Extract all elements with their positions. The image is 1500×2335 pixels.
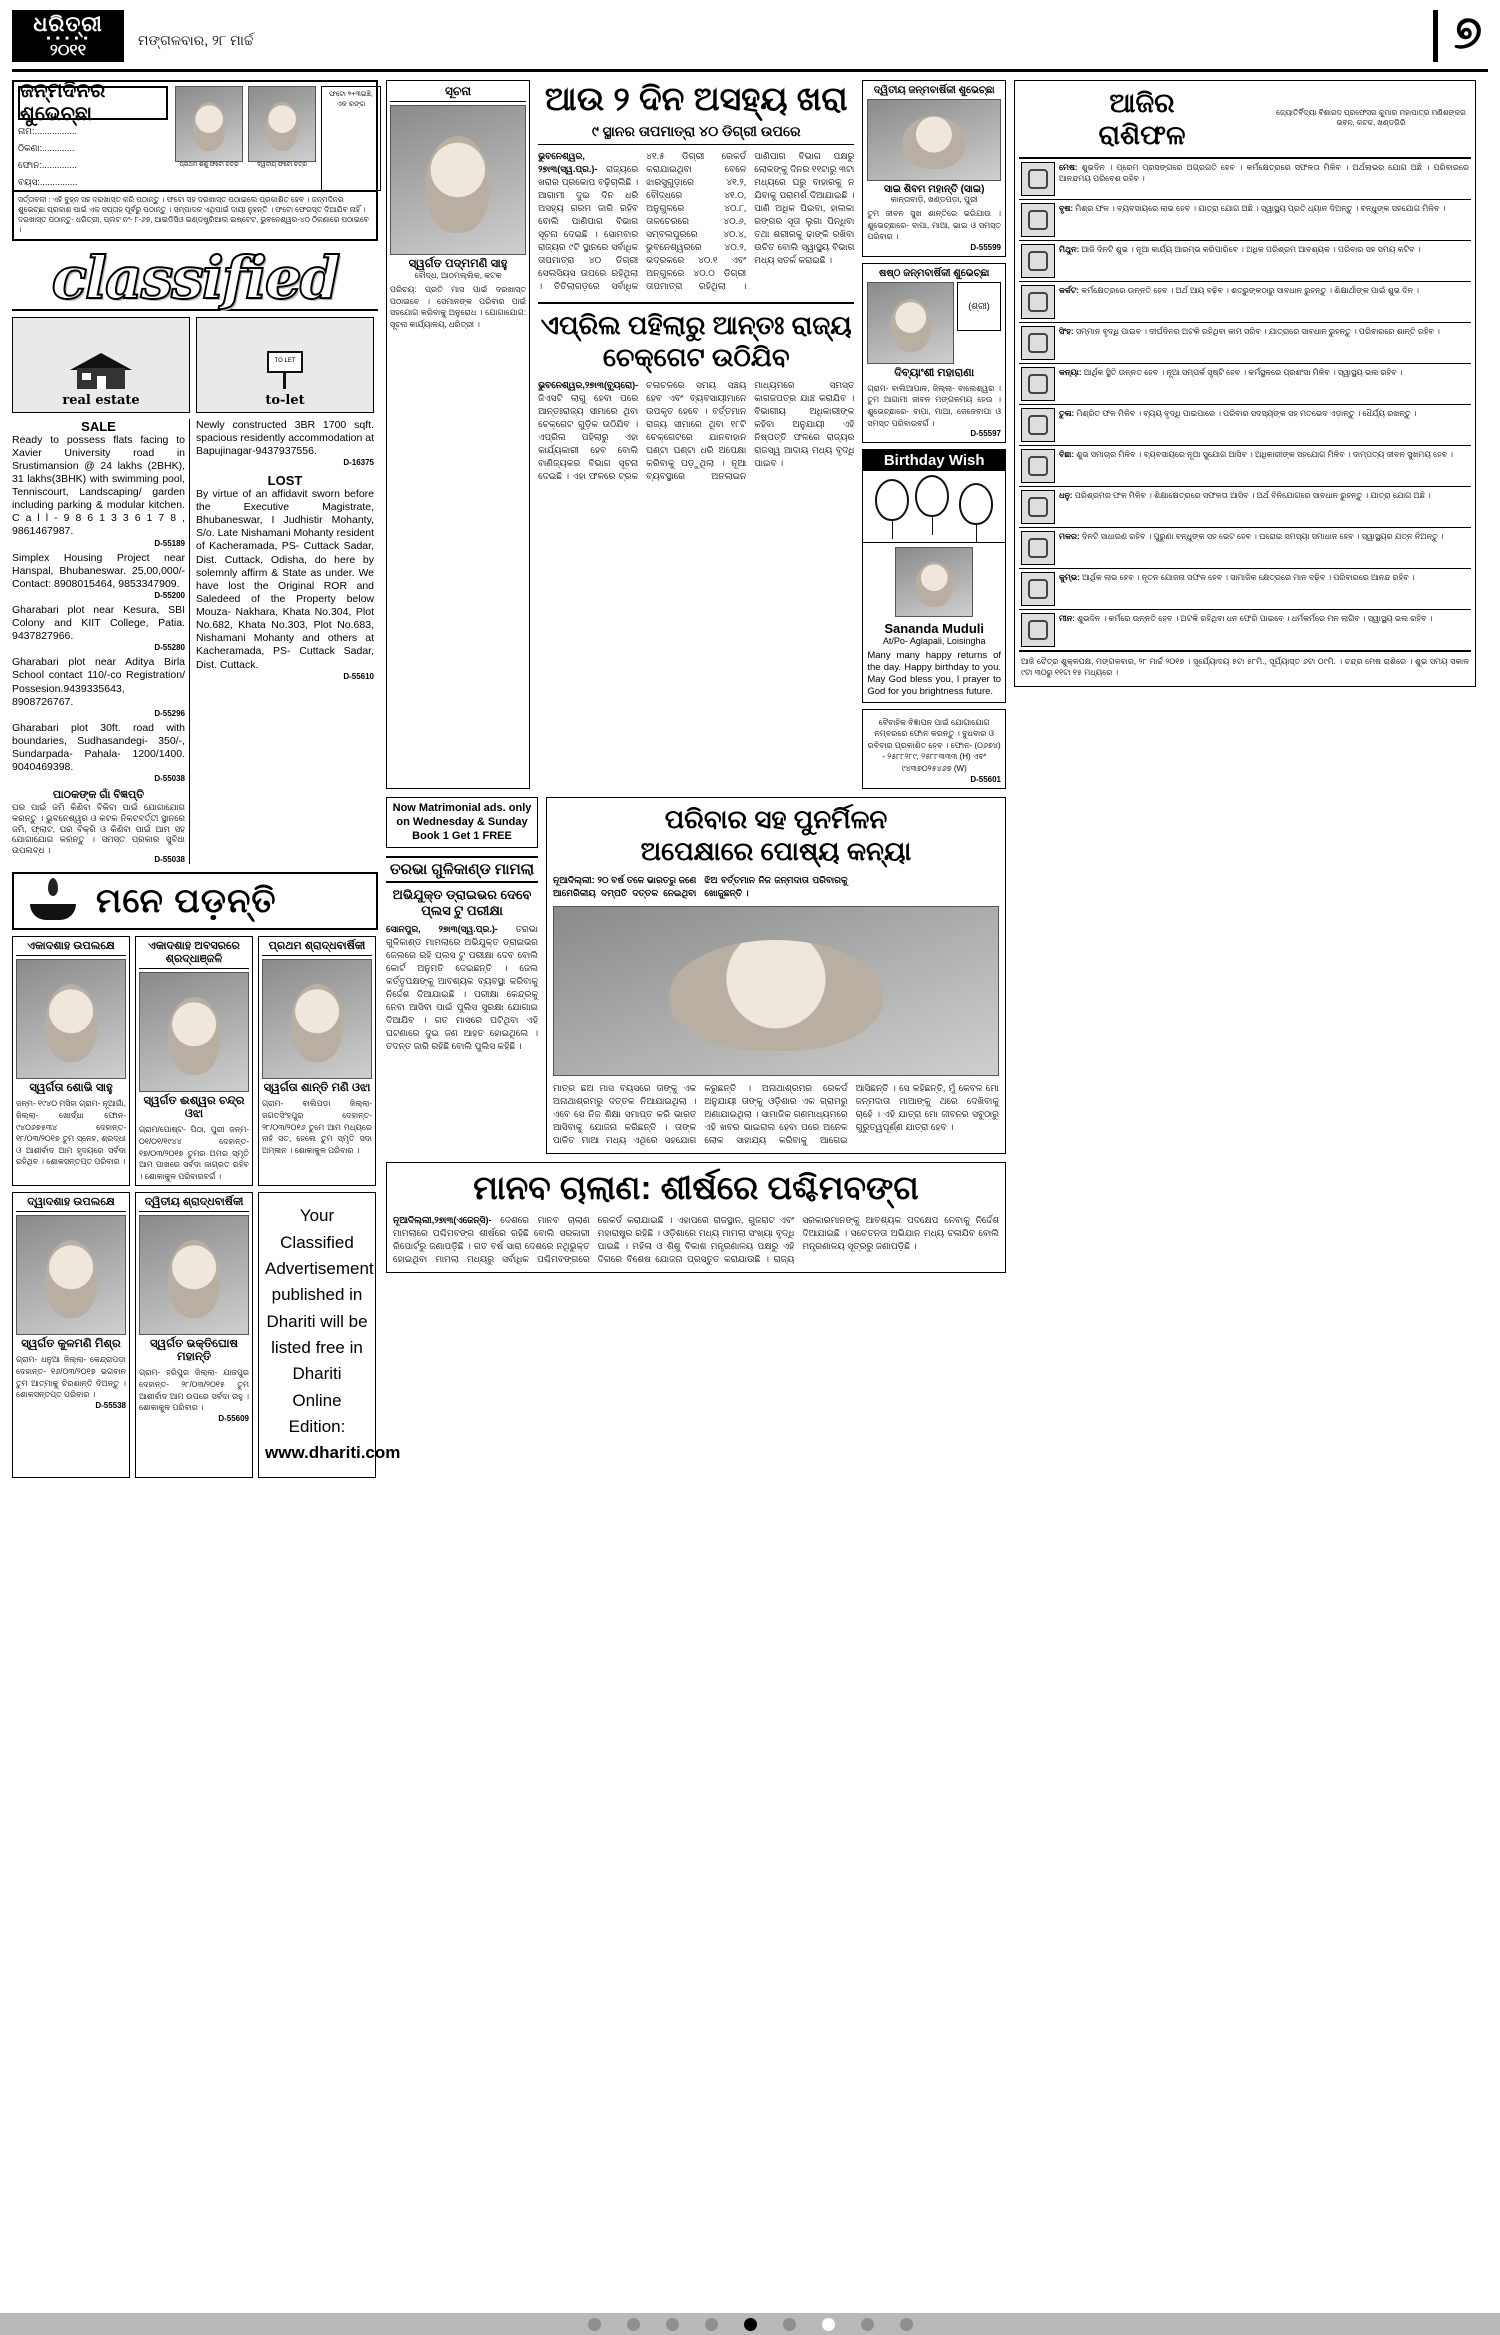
horoscope-item-text bbox=[1059, 490, 1431, 524]
exam-dateline: ସୋନପୁର, ୨୭ା୩(ସ୍ୱ.ପ୍ର.)- bbox=[386, 923, 498, 934]
reunion-lead bbox=[553, 874, 999, 900]
horoscope-item-scorpio bbox=[1019, 446, 1471, 487]
horoscope-item-virgo bbox=[1019, 364, 1471, 405]
birthday-greeting-2-name: ଦିବ୍ୟାଂଶୀ ମହାରାଣା bbox=[894, 366, 975, 379]
real-estate-label: real estate bbox=[62, 392, 140, 408]
house-ad-line-4: published in bbox=[271, 1285, 363, 1305]
sale-ad-ref: D-55189 bbox=[154, 538, 185, 548]
classified-ad-ref-1: D-55200 bbox=[154, 590, 185, 600]
coupon-field-phone: ଫୋନ:.............. bbox=[18, 160, 77, 171]
lost-ad-text: By virtue of an affidavit sworn before the Executive Magistrate, Bhubaneswar, I Judhistir Mohanty, S/o. Late Nishamani Mohanty resident of Kacheramada, PS- Cuttack Sadar, Dist. Cuttack, Odisha, do here by solemnly affirm & State as under. We have lost the Original ROR and Saledeed of the Property below Mouza- Nakhara, Khata No.304, Plot No.682, Khata No.303, Plot No.683, Nishamani Mohanty and others at Kacheramada, PS- Cuttack Sadar, Dist. Cuttack. bbox=[196, 487, 375, 671]
classified-ad-text-3: Gharabari plot near Aditya Birla School contact 110/-co Registration/ Possesion.9439335643, 8908726767. bbox=[12, 656, 185, 708]
matrimonial-contact-ref: D-55601 bbox=[970, 774, 1001, 784]
weather-dateline: ଭୁବନେଶ୍ୱର, ୨୭ା୩(ସ୍ୱ.ପ୍ର.)- bbox=[538, 151, 598, 175]
coupon-terms: ସର୍ତ୍ତାବଳୀ : ଏହି ବୁହ୍ନ ସହ ଦରଖାସ୍ତ କରି ପଠାନ୍ତୁ । ଫଟୋ ସହ ଦରଖାସ୍ତ ପଠାଇଲେ ପ୍ରକାଶିତ ହେବ । ଜନ୍ମଦିନର ଶୁଭେଚ୍ଛା ପ୍ରକାଶ ପାଇଁ ଏକ ସପ୍ତାହ ପୂର୍ବରୁ ପଠାନ୍ତୁ । ସମ୍ପାଦକ ଏଥିପାଇଁ ଦାୟୀ ନୁହନ୍ତି । ଫଟୋ ଫେରସ୍ତ ଦିଆଯିବ ନାହିଁ । ଦରଖାସ୍ତ ପଠାନ୍ତୁ- ଧରିତ୍ରୀ, ପ୍ଲଟ ନଂ- ୮-୬୭, ଆଇଡିସିଓ ଇଣ୍ଡଷ୍ଟ୍ରିଆଲ ଇଷ୍ଟେଟ, ଭୁବନେଶ୍ୱର-୪୦ ଠିକଣାରେ ପଠାଇବେ । bbox=[12, 192, 378, 241]
balloon-icon bbox=[915, 475, 949, 517]
horoscope-item-gemini bbox=[1019, 241, 1471, 282]
to-let-sign-icon bbox=[257, 351, 313, 389]
memory-card-photo bbox=[16, 1215, 126, 1335]
birthday-wish-photo bbox=[895, 547, 973, 617]
to-let-label: to-let bbox=[265, 392, 305, 408]
horoscope-sign-text: ଆର୍ଥିକ ଲାଭ ହେବ । ନୂତନ ଯୋଜନା ସଫଳ ହେବ । ସାମାଜିକ କ୍ଷେତ୍ରରେ ମାନ ବଢ଼ିବ । ପରିବାରରେ ଆନନ୍ଦ ରହିବ । bbox=[1082, 572, 1415, 582]
to-let-ad-text: Newly constructed 3BR 1700 sqft. spacious residently accommodation at Bapujinagar-9437937556. bbox=[196, 418, 375, 457]
classified-text-columns bbox=[12, 419, 378, 865]
tollgate-body bbox=[538, 379, 854, 483]
memory-cards-row-1 bbox=[12, 936, 378, 1186]
english-birthday-wish bbox=[862, 449, 1006, 703]
classified-ad-text-4: Gharabari plot 30ft. road with boundaries, Sudhasandegi- 350/-, Sundarpada- Pahala- 1200/1400. 9040469398. bbox=[12, 721, 185, 774]
horoscope-sign-name: ମେଷ: bbox=[1059, 162, 1078, 172]
exam-kicker: ତରଭା ଗୁଳିକାଣ୍ଡ ମାମଲା bbox=[386, 856, 538, 883]
horoscope-sign-text: ମିଶ୍ରିତ ଫଳ ମିଳିବ । ବ୍ୟୟ ବୃଦ୍ଧି ପାଇପାରେ । ପରିବାର ସଦସ୍ୟଙ୍କ ସହ ମତଭେଦ ଏଡ଼ାନ୍ତୁ । ଧୈର୍ଯ୍ୟ ରଖନ୍ତୁ । bbox=[1076, 408, 1417, 418]
to-let-sign-text: TO LET bbox=[267, 351, 303, 373]
zodiac-sagittarius-icon bbox=[1021, 490, 1055, 524]
house-ad-line-1: Your bbox=[299, 1206, 335, 1226]
trafficking-body-text: ଦେଶରେ ମାନବ ଚାଲାଣ ମାମଲାରେ ପଶ୍ଚିମବଙ୍ଗ ଶୀର୍ଷରେ ରହିଛି ବୋଲି ସରକାରୀ ରିପୋର୍ଟରୁ ଜଣାପଡ଼ିଛି । ଗତ ବର୍ଷ ସାରା ଦେଶରେ ନଥିଭୁକ୍ତ ହୋଇଥିବା ମାମଲା ମଧ୍ୟରୁ ସର୍ବାଧିକ ପଶ୍ଚିମବଙ୍ଗରେ ରେକର୍ଡ କରାଯାଇଛି । ଏହାପରେ ରାଜସ୍ଥାନ, ଗୁଜରାଟ ଏବଂ ମହାରାଷ୍ଟ୍ର ରହିଛି । ଓଡ଼ିଶାରେ ମଧ୍ୟ ମାମଲା ସଂଖ୍ୟା ବୃଦ୍ଧି ପାଇଛି । ମହିଳା ଓ ଶିଶୁ ବିକାଶ ମନ୍ତ୍ରଣାଳୟ ପକ୍ଷରୁ ଏହି ଦିଗରେ ବିଶେଷ ଯୋଜନା ପ୍ରସ୍ତୁତ କରାଯାଉଛି । ରାଜ୍ୟ ସରକାରମାନଙ୍କୁ ଆବଶ୍ୟକ ପଦକ୍ଷେପ ନେବାକୁ ନିର୍ଦ୍ଦେଶ ଦିଆଯାଇଛି । ସଚେତନତା ଅଭିଯାନ ମଧ୍ୟ ଚଳାଯିବ ବୋଲି ମନ୍ତ୍ରଣାଳୟ ସୂତ୍ରରୁ ଜଣାପଡ଼ିଛି । bbox=[393, 1214, 999, 1265]
horoscope-sign-name: ତୁଳା: bbox=[1059, 408, 1075, 418]
registration-dot bbox=[588, 2318, 601, 2331]
balloon-icon bbox=[875, 479, 909, 521]
obituary-place: ବୌଦ୍ଧ, ଆଠମଲ୍ଲିକ, କଟକ bbox=[414, 271, 502, 280]
registration-dot bbox=[666, 2318, 679, 2331]
obituary-notice-head: ସୂଚନା bbox=[390, 84, 526, 102]
birthday-coupon bbox=[12, 80, 378, 192]
sale-heading: SALE bbox=[81, 418, 116, 434]
logo-dots: ■ ■ ■ ■ ■ bbox=[46, 35, 90, 42]
horoscope-sign-text: ଦିନଟି ସାଧାରଣ ରହିବ । ପୁରୁଣା ବନ୍ଧୁଙ୍କ ସହ ଭେଟ ହେବ । ଘରୋଇ ସମସ୍ୟା ସମାଧାନ ହେବ । ସ୍ୱାସ୍ଥ୍ୟର ଯତ୍ନ ନିଅନ୍ତୁ । bbox=[1081, 531, 1444, 541]
coupon-photo-1-caption: ପ୍ରଥମ ଶିଶୁ ଫଟୋ ଚିତ୍ର bbox=[179, 162, 239, 168]
diya-lamp-icon bbox=[22, 878, 86, 924]
logo-top-text: ଧରିତ୍ରୀ bbox=[33, 12, 103, 36]
birthday-wish-column bbox=[862, 80, 1006, 789]
zodiac-aquarius-icon bbox=[1021, 572, 1055, 606]
horoscope-item-capricorn bbox=[1019, 528, 1471, 569]
balloons-decoration bbox=[863, 471, 1005, 543]
memory-card-name: ସ୍ୱର୍ଗତା ଶୋଭି ସାହୁ bbox=[29, 1082, 113, 1095]
classified-ad-ref-3: D-55296 bbox=[154, 708, 185, 718]
birthday-greeting-1-address: କାନ୍ତାବାଡ଼ି, ଖଣ୍ଡପଡ଼ା, ପୁରୀ bbox=[890, 195, 978, 204]
birthday-greeting-1-body: ତୁମ ଜୀବନ ସୁଖ ଶାନ୍ତିରେ ଭରିଯାଉ । ଶୁଭେଚ୍ଛାରେ- ବାପା, ମାଆ, ଭାଇ ଓ ସମସ୍ତ ପରିବାର । bbox=[867, 209, 1001, 242]
zodiac-leo-icon bbox=[1021, 326, 1055, 360]
memory-card-name: ସ୍ୱର୍ଗତ କୁଳମଣି ମିଶ୍ର bbox=[21, 1338, 121, 1351]
horoscope-sign-name: ମୀନ: bbox=[1059, 613, 1075, 623]
masthead-date: ମଙ୍ଗଳବାର, ୨୮ ମାର୍ଚ୍ଚ bbox=[138, 32, 254, 48]
memory-card-body: ଗ୍ରାମ- ବାଲିପଡ଼ା ଜିଲ୍ଲା- ଜଗତସିଂହପୁର ଦେହାନ୍ତ- ୨୮/୦୩/୨୦୧୬ ତୁମେ ଆମ ମଧ୍ୟରେ ନାହଁ ସତ, ହେଲେ ତୁମ ସ୍ମୃତି ସଦା ଅମ୍ଳାନ । ଶୋକାକୁଳ ପରିବାର । bbox=[262, 1099, 372, 1155]
zodiac-capricorn-icon bbox=[1021, 531, 1055, 565]
horoscope-title-line-2: ରାଶିଫଳ bbox=[1098, 120, 1186, 151]
odia-ad-text: ଘର ପାଇଁ ଜମି କିଣିବା ବିକିବା ପାଇଁ ଯୋଗାଯୋଗ କରନ୍ତୁ । ଭୁବନେଶ୍ୱର ଓ କଟକ ନିକଟବର୍ତ୍ତୀ ସ୍ଥାନରେ ଜମି, ଫ୍ଲାଟ, ଘର ବିକ୍ରି ଓ କିଣିବା ପାଇଁ ଆମ ସହ ଯୋଗାଯୋଗ କରନ୍ତୁ । ସମସ୍ତ ପ୍ରକାର ସୁବିଧା ଉପଲବ୍ଧ । bbox=[12, 802, 185, 855]
exam-body-text: ତରଭା ଗୁଳିକାଣ୍ଡ ମାମଲାରେ ଅଭିଯୁକ୍ତ ଡ୍ରାଇଭର ଜେଲରେ ରହି ପ୍ଲସ ଟୁ ପରୀକ୍ଷା ଦେବ ବୋଲି କୋର୍ଟ ଅନୁମତି ଦେଇଛନ୍ତି । ଜେଲ କର୍ତ୍ତୃପକ୍ଷଙ୍କୁ ଆବଶ୍ୟକ ବ୍ୟବସ୍ଥା କରିବାକୁ ନିର୍ଦ୍ଦେଶ ଦିଆଯାଇଛି । ପରୀକ୍ଷା କେନ୍ଦ୍ରକୁ ନେବା ଆସିବା ପାଇଁ ପୁଲିସ ସୁରକ୍ଷା ଯୋଗାଇ ଦିଆଯିବ । ଗତ ମାସରେ ଘଟିଥିବା ଏହି ଘଟଣାରେ ଦୁଇ ଜଣ ଆହତ ହୋଇଥିଲେ । ତଦନ୍ତ ଜାରି ରହିଛି ବୋଲି ପୁଲିସ କହିଛି । bbox=[386, 923, 538, 1051]
coupon-photo-1 bbox=[175, 86, 243, 162]
sale-ad-text: Ready to possess flats facing to Xavier University road in Srustimansion @ 24 lakhs (2BHK), 31 lakhs(3BHK) with swimming pool, Tenniscourt, Landscaping/ garden including parking & modular kitchen. C a l l - 9 8 6 1 3 3 6 1 7 8 , 9861467987. bbox=[12, 433, 185, 538]
tollgate-headline: ଏପ୍ରିଲ ପହିଲାରୁ ଆନ୍ତଃ ରାଜ୍ୟ ଚେକ୍‌ଗେଟ ଉଠିଯିବ bbox=[538, 302, 854, 374]
horoscope-item-text bbox=[1059, 367, 1402, 401]
horoscope-sign-name: ବୃଷ: bbox=[1059, 203, 1074, 213]
obituary-notice bbox=[386, 80, 530, 789]
registration-dot bbox=[705, 2318, 718, 2331]
zodiac-scorpio-icon bbox=[1021, 449, 1055, 483]
coupon-field-age: ବୟସ:............... bbox=[18, 177, 78, 188]
horoscope-sign-text: ଶୁଭଦିନ । ପ୍ରେମ ପ୍ରସଙ୍ଗରେ ଅଗ୍ରଗତି ହେବ । କର୍ମକ୍ଷେତ୍ରରେ ସଫଳତା ମିଳିବ । ଅର୍ଥଲାଭର ଯୋଗ ଅଛି । ପରିବାରରେ ଆନନ୍ଦମୟ ପରିବେଶ ରହିବ । bbox=[1059, 162, 1469, 183]
memory-card-body: ଗ୍ରାମ/ପୋଷ୍ଟ- ପିଠା, ପୁରୀ ଜନ୍ମ- ୦୧/୦୧/୧୯୪୪ ଦେହାନ୍ତ- ୧୭/୦୩/୨୦୧୭ ତୁମର ଅମର ସ୍ମୃତି ଆମ ପାଖରେ ସର୍ବଦା ଜାଗ୍ରତ ରହିବ । ଶୋକାକୁଳ ପରିବାରବର୍ଗ । bbox=[139, 1125, 249, 1181]
balloon-icon bbox=[959, 483, 993, 525]
memory-card-head: ଦ୍ୱାଦଶାହ ଉପଲକ୍ଷେ bbox=[16, 1196, 126, 1212]
to-let-ad-ref: D-16375 bbox=[343, 457, 374, 467]
horoscope-item-text bbox=[1059, 408, 1416, 442]
memory-card-head: ଦ୍ୱିତୀୟ ଶ୍ରାଦ୍ଧବାର୍ଷିକୀ bbox=[139, 1196, 249, 1212]
birthday-greeting-2-body: ଗ୍ରାମ- ବାଲିଆପାଳ, ଜିଲ୍ଲା- ବାଲେଶ୍ୱର । ତୁମ ଆଗାମୀ ଜୀବନ ମଙ୍ଗଳମୟ ହେଉ । ଶୁଭେଚ୍ଛାରେ- ବାପା, ମାଆ, ଜେଜେବାପା ଓ ସମସ୍ତ ପରିବାରବର୍ଗ । bbox=[867, 383, 1001, 428]
registration-dot bbox=[822, 2318, 835, 2331]
memory-card bbox=[135, 1192, 253, 1477]
horoscope-footnote: ଆଜି ଚୈତ୍ର ଶୁକ୍ଳପକ୍ଷ, ମଙ୍ଗଳବାର, ୨୮ ମାର୍ଚ୍ଚ ୨୦୧୭ । ସୂର୍ଯ୍ୟୋଦୟ ୫ଟା ୫୮ମି., ସୂର୍ଯ୍ୟାସ୍ତ ୬ଟା ୦୯ମି. । ଚନ୍ଦ୍ର ମେଷ ରାଶିରେ । ଶୁଭ ସମୟ ସକାଳ ୯ଟା ୩୦ରୁ ୧୧ଟା ୧୫ ମଧ୍ୟରେ । bbox=[1021, 656, 1469, 677]
birthday-greeting-1-photo bbox=[867, 99, 1001, 181]
obituary-name: ସ୍ୱର୍ଗତ ପଦ୍ମମଣି ସାହୁ bbox=[408, 258, 508, 270]
memory-card-head: ଏକାଦଶାହ ଉପଲକ୍ଷେ bbox=[16, 940, 126, 956]
birthday-greeting-1-head: ଦ୍ୱିତୀୟ ଜନ୍ମବାର୍ଷିକୀ ଶୁଭେଚ୍ଛା bbox=[873, 85, 995, 96]
column-middle bbox=[386, 80, 1006, 1478]
reunion-story bbox=[546, 797, 1006, 1154]
birthday-greeting-2-ref: D-55597 bbox=[970, 429, 1001, 439]
birthday-greeting-1 bbox=[862, 80, 1006, 257]
registration-dot bbox=[627, 2318, 640, 2331]
reunion-headline-line-1: ପରିବାର ସହ ପୁନର୍ମିଳନ bbox=[664, 803, 888, 834]
house-ad-url[interactable]: www.dhariti.com bbox=[265, 1443, 401, 1463]
exam-headline: ଅଭିଯୁକ୍ତ ଡ୍ରାଇଭର ଦେବେ ପ୍ଲସ ଟୁ ପରୀକ୍ଷା bbox=[392, 886, 532, 918]
memory-card-photo bbox=[139, 972, 249, 1092]
horoscope-item-text bbox=[1059, 449, 1453, 483]
odia-ad-ref: D-55038 bbox=[154, 855, 185, 865]
coupon-photo-2 bbox=[248, 86, 316, 162]
memory-card bbox=[12, 936, 130, 1186]
horoscope-item-libra bbox=[1019, 405, 1471, 446]
birthday-greeting-2 bbox=[862, 263, 1006, 443]
horoscope-sign-name: କର୍କଟ: bbox=[1059, 285, 1080, 295]
matrimonial-note bbox=[386, 797, 538, 848]
memory-card-body: ଜନ୍ମ- ୧୯୪୦ ମସିହା ଗ୍ରାମ- ନୂଆଗାଁ, ଜିଲ୍ଲା- ଖୋର୍ଦ୍ଧା ଫୋନ- ୯୪୦୬୭୫୩୪ ଦେହାନ୍ତ- ୧୮/୦୩/୨୦୧୭ ତୁମ ସ୍ନେହ, ଶ୍ରଦ୍ଧା ଓ ଆଶୀର୍ବାଦ ଆମ ହୃଦୟରେ ସର୍ବଦା ରହିଥିବ । ଶୋକସନ୍ତପ୍ତ ପରିବାର । bbox=[16, 1099, 126, 1167]
zodiac-gemini-icon bbox=[1021, 244, 1055, 278]
horoscope-sign-name: କନ୍ୟା: bbox=[1059, 367, 1082, 377]
birthday-greeting-2-head: ଷଷ୍ଠ ଜନ୍ମବାର୍ଷିକୀ ଶୁଭେଚ୍ଛା bbox=[878, 267, 990, 279]
reunion-headline-line-2: ଅପେକ୍ଷାରେ ପୋଷ୍ୟ କନ୍ୟା bbox=[640, 835, 912, 866]
horoscope-sign-name: ମକର: bbox=[1059, 531, 1080, 541]
matrimonial-contact-box bbox=[862, 709, 1006, 789]
house-ad-line-2: Classified bbox=[280, 1232, 354, 1252]
tollgate-dateline: ଭୁବନେଶ୍ୱର,୨୭ା୩(ବ୍ୟୁରୋ)- bbox=[538, 379, 639, 390]
horoscope-item-cancer bbox=[1019, 282, 1471, 323]
publication-logo bbox=[12, 10, 124, 62]
birthday-coupon-title: ଜନ୍ମଦିନର ଶୁଭେଚ୍ଛା bbox=[18, 86, 168, 120]
registration-dot bbox=[744, 2318, 757, 2331]
horoscope-sign-name: ବିଛା: bbox=[1059, 449, 1075, 459]
zodiac-aries-icon bbox=[1021, 162, 1055, 196]
trafficking-headline: ମାନବ ଚାଲାଣ: ଶୀର୍ଷରେ ପଶ୍ଚିମବଙ୍ଗ bbox=[473, 1168, 919, 1206]
classified-illustrations bbox=[12, 317, 378, 413]
classified-wordmark: classified bbox=[12, 245, 378, 311]
obituary-body: ପରିଚୟ: ପ୍ରତି ମାସ ପାଇଁ ଦରଖାସ୍ତ ପଠାଇବେ । ସେମାନଙ୍କ ପରିବାର ପାଇଁ ସହଯୋଗ କରିବାକୁ ଅନୁରୋଧ । ଯୋଗାଯୋଗ: ସୂଚନା କାର୍ଯ୍ୟାଳୟ, ଧରିତ୍ରୀ । bbox=[390, 285, 527, 329]
house-ad-line-5: Dhariti will be bbox=[266, 1311, 368, 1331]
horoscope-item-aquarius bbox=[1019, 569, 1471, 610]
weather-story bbox=[538, 80, 854, 789]
column-right bbox=[1014, 80, 1476, 1478]
house-ad-line-7: Dhariti bbox=[292, 1364, 342, 1384]
column-left bbox=[12, 80, 401, 1478]
birthday-wish-text: Many many happy returns of the day. Happy birthday to you. May God bless you, I prayer to God for you brightness future. bbox=[867, 650, 1001, 697]
horoscope-sign-name: କୁମ୍ଭ: bbox=[1059, 572, 1080, 582]
birthday-greeting-2-photo bbox=[867, 282, 954, 364]
weather-body bbox=[538, 150, 854, 294]
horoscope-item-text bbox=[1059, 162, 1469, 196]
print-registration-bar bbox=[0, 2313, 1500, 2335]
memory-card-head: ପ୍ରଥମ ଶ୍ରାଦ୍ଧବାର୍ଷିକୀ bbox=[262, 940, 372, 956]
memory-cards-row-2 bbox=[12, 1192, 401, 1477]
horoscope-item-pisces bbox=[1019, 610, 1471, 652]
birthday-greeting-2-badge: (ଶ୍ରୀ) bbox=[957, 282, 1001, 331]
exam-story bbox=[386, 797, 538, 1154]
memory-card-ref: D-55609 bbox=[218, 1413, 249, 1423]
birthday-wish-address: At/Po- Aglapali, Loisingha bbox=[882, 636, 986, 647]
masthead-rule bbox=[1433, 10, 1438, 62]
memory-card bbox=[12, 1192, 130, 1477]
matrimonial-offer-text: Book 1 Get 1 FREE bbox=[412, 830, 512, 843]
registration-dot bbox=[900, 2318, 913, 2331]
registration-dot bbox=[861, 2318, 874, 2331]
weather-headline: ଆଉ ୨ ଦିନ ଅସହ୍ୟ ଖରା bbox=[544, 80, 848, 117]
horoscope-item-text bbox=[1059, 326, 1440, 360]
classified-ad-ref-4: D-55038 bbox=[154, 774, 185, 784]
reunion-photo bbox=[553, 906, 999, 1076]
horoscope-item-text bbox=[1059, 203, 1445, 237]
to-let-illustration bbox=[196, 317, 374, 413]
memory-card bbox=[258, 936, 376, 1186]
horoscope-sign-text: ସମ୍ମାନ ବୃଦ୍ଧି ପାଇବ । ଦୀର୍ଘଦିନର ଅଟକି ରହିଥିବା କାମ ସରିବ । ଯାତ୍ରାରେ ସାବଧାନ ରୁହନ୍ତୁ । ପରିବାରରେ ଶାନ୍ତି ରହିବ । bbox=[1075, 326, 1440, 336]
coupon-fee-box: ଫଟୋ ୨+୩ଇଞ୍ଚି, ଏକ ରଙ୍ଗ bbox=[321, 86, 381, 191]
reunion-body: ମାତ୍ର ଛଅ ମାସ ବୟସରେ ତାଙ୍କୁ ଏକ ଅନାଥାଶ୍ରମରୁ ଦତ୍ତକ ନିଆଯାଇଥିଲା । ଏବେ ସେ ନିଜ ଶିକ୍ଷା ସମାପ୍ତ କରି ଭାରତ ଆସିବାକୁ ଯୋଜନା କରିଛନ୍ତି । ତାଙ୍କ ପାଳିତ ମାଆ ମଧ୍ୟ ଏଥିରେ ସହଯୋଗ କରୁଛନ୍ତି । ଅନାଥାଶ୍ରମର ରେକର୍ଡ ଅନୁଯାୟୀ ତାଙ୍କୁ ଓଡ଼ିଶାର ଏକ ଗ୍ରାମରୁ ଅଣାଯାଇଥିଲା । ସାମାଜିକ ଗଣମାଧ୍ୟମରେ ଏହି ଖବର ଭାଇରାଲ ହେବା ପରେ ଅନେକ ଲୋକ ସାହାଯ୍ୟ କରିବାକୁ ଆଗେଇ ଆସିଛନ୍ତି । ସେ କହିଛନ୍ତି, ମୁଁ କେବଳ ମୋ ଜନ୍ମଦାତା ମାଆଙ୍କୁ ଥରେ ଦେଖିବାକୁ ଚାହେଁ । ଏହି ଯାତ୍ରା ମୋ ଜୀବନର ସବୁଠାରୁ ଗୁରୁତ୍ୱପୂର୍ଣ୍ଣ ଯାତ୍ରା ହେବ । bbox=[553, 1082, 999, 1145]
trafficking-story bbox=[386, 1162, 1006, 1273]
masthead bbox=[12, 6, 1488, 72]
horoscope-item-leo bbox=[1019, 323, 1471, 364]
horoscope-item-text bbox=[1059, 285, 1419, 319]
memory-banner bbox=[12, 872, 378, 930]
birthday-greeting-1-name: ସାଇ ଶିବମ ମହାନ୍ତି (ସାଇ) bbox=[883, 184, 985, 195]
memory-card-ref: D-55538 bbox=[95, 1400, 126, 1410]
horoscope-item-taurus bbox=[1019, 200, 1471, 241]
classified-ad-text-1: Simplex Housing Project near Hanspal, Bhubaneswar. 25,00,000/- Contact: 8908015464, 9853347909. bbox=[12, 551, 185, 590]
registration-dot bbox=[783, 2318, 796, 2331]
memory-banner-title: ମନେ ପଡ଼ନ୍ତି bbox=[96, 881, 277, 920]
logo-year: ୨୦୧୧ bbox=[49, 41, 87, 59]
memory-card-photo bbox=[139, 1215, 249, 1335]
birthday-greeting-1-ref: D-55599 bbox=[970, 242, 1001, 252]
horoscope-title-line-1: ଆଜିର bbox=[1109, 88, 1175, 118]
house-ad-line-8: Online Edition: bbox=[288, 1390, 346, 1437]
horoscope-item-text bbox=[1059, 572, 1415, 606]
horoscope-list bbox=[1019, 159, 1471, 652]
house-icon bbox=[70, 353, 132, 389]
memory-card-body: ଗ୍ରାମ- ଧନୁଆ ଜିଲ୍ଲା- କେନ୍ଦ୍ରାପଡ଼ା ଦେହାନ୍ତ- ୧୬/୦୩/୨୦୧୭ ଭଗବାନ ତୁମ ଆତ୍ମାକୁ ଚିରଶାନ୍ତି ଦିଅନ୍ତୁ । ଶୋକସନ୍ତପ୍ତ ପରିବାର । bbox=[16, 1355, 126, 1400]
horoscope-sign-text: କର୍ମକ୍ଷେତ୍ରରେ ଉନ୍ନତି ହେବ । ଅର୍ଥ ଆୟ ବଢ଼ିବ । ଶତ୍ରୁଙ୍କଠାରୁ ସାବଧାନ ରୁହନ୍ତୁ । ଶିକ୍ଷାର୍ଥୀଙ୍କ ପାଇଁ ଶୁଭ ଦିନ । bbox=[1081, 285, 1419, 295]
zodiac-libra-icon bbox=[1021, 408, 1055, 442]
horoscope-item-text bbox=[1059, 613, 1432, 647]
page-columns bbox=[12, 80, 1488, 1478]
horoscope-credit: ଜ୍ୟୋତିର୍ବିଦ୍ୟା ବିଶାରଦ ପ୍ରଫେସର କୁମାର ମହାପାତ୍ର ମଣିଶଙ୍କର ଭବନ, କଟକ, ଖଣ୍ଡଗିରି bbox=[1276, 108, 1466, 127]
memory-card bbox=[135, 936, 253, 1186]
horoscope-item-aries bbox=[1019, 159, 1471, 200]
matrimonial-contact-text: ବୈବାହିକ ବିଜ୍ଞାପନ ପାଇଁ ଯୋଗାଯୋଗ ନମ୍ବରରେ ଫୋନ କରନ୍ତୁ । ବୁଧବାର ଓ ରବିବାର ପ୍ରକାଶିତ ହେବ । ଫୋନ- (୦୬୭୪) - ୨୫୮୮୨୮୯, ୨୫୮୮୩୩୩ (H) ଏବଂ ୯୪୩୭୦୨୫୪୬୭ (W) bbox=[867, 717, 1001, 774]
horoscope-sign-text: ମିଶ୍ର ଫଳ । ବ୍ୟବସାୟରେ ଲାଭ ହେବ । ଯାତ୍ରା ଯୋଗ ଅଛି । ସ୍ୱାସ୍ଥ୍ୟ ପ୍ରତି ଧ୍ୟାନ ଦିଅନ୍ତୁ । ବନ୍ଧୁଙ୍କ ସହଯୋଗ ମିଳିବ । bbox=[1075, 203, 1446, 213]
house-ad-line-6: listed free in bbox=[271, 1338, 363, 1358]
weather-subhead: ୯ ସ୍ଥାନର ତାପମାତ୍ରା ୪୦ ଡିଗ୍ରୀ ଉପରେ bbox=[538, 123, 854, 145]
horoscope-item-text bbox=[1059, 244, 1420, 278]
horoscope-sign-text: ପରିଶ୍ରମର ଫଳ ମିଳିବ । ଶିକ୍ଷାକ୍ଷେତ୍ରରେ ସଫଳତା ଆସିବ । ଅର୍ଥ ବିନିଯୋଗରେ ସାବଧାନ ରୁହନ୍ତୁ । ଯାତ୍ରା ଯୋଗ ଅଛି । bbox=[1074, 490, 1431, 500]
memory-card-body: ଗ୍ରାମ- ହରିପୁର ଜିଲ୍ଲା- ଯାଜପୁର ଦେହାନ୍ତ- ୨୮/୦୩/୨୦୧୫ ତୁମ ଆଶୀର୍ବାଦ ଆମ ଉପରେ ସର୍ବଦା ରହୁ । ଶୋକାକୁଳ ପରିବାର । bbox=[139, 1368, 249, 1413]
horoscope-sign-text: ଆର୍ଥିକ ସ୍ଥିତି ଉନ୍ନତ ହେବ । ନୂଆ ସମ୍ପର୍କ ସୃଷ୍ଟି ହେବ । କର୍ମସ୍ଥଳରେ ପ୍ରଶଂସା ମିଳିବ । ସ୍ୱାସ୍ଥ୍ୟ ଭଲ ରହିବ । bbox=[1083, 367, 1403, 377]
house-ad-classified-online bbox=[258, 1192, 401, 1477]
horoscope-sign-text: ଆଜି ଦିନଟି ଶୁଭ । ନୂଆ କାର୍ଯ୍ୟ ଆରମ୍ଭ କରିପାରିବେ । ଅଧିକ ପରିଶ୍ରମ ଆବଶ୍ୟକ । ପରିବାର ସହ ସମୟ କଟିବ । bbox=[1081, 244, 1421, 254]
coupon-field-address: ଠିକଣା:............. bbox=[18, 143, 75, 154]
horoscope-sign-name: ଧନୁ: bbox=[1059, 490, 1073, 500]
lost-heading: LOST bbox=[267, 472, 303, 488]
page-number: ୭ bbox=[1453, 6, 1482, 58]
horoscope-item-text bbox=[1059, 531, 1444, 565]
birthday-wish-name: Sananda Muduli bbox=[884, 621, 985, 637]
lost-ad-ref: D-55610 bbox=[343, 671, 374, 681]
zodiac-pisces-icon bbox=[1021, 613, 1055, 647]
horoscope-sign-text: ଶୁଭଦିନ । କର୍ମରେ ଉନ୍ନତି ହେବ । ଅଟକି ରହିଥିବା ଧନ ଫେରି ପାଇବେ । ଧର୍ମକର୍ମରେ ମନ ଲାଗିବ । ସ୍ୱାସ୍ଥ୍ୟ ଭଲ ରହିବ । bbox=[1077, 613, 1433, 623]
trafficking-dateline: ନୂଆଦିଲ୍ଲୀ,୨୭ା୩(ଏଜେନ୍ସି)- bbox=[393, 1214, 492, 1225]
memory-card-name: ସ୍ୱର୍ଗତ ଈଶ୍ୱର ଚନ୍ଦ୍ର ଓଝା bbox=[143, 1095, 245, 1121]
coupon-field-name: ନାମ:................. bbox=[18, 126, 77, 136]
trafficking-body bbox=[393, 1214, 999, 1266]
horoscope-sign-name: ସିଂହ: bbox=[1059, 326, 1074, 336]
weather-body-text: ରାଜ୍ୟରେ ଖରାର ପ୍ରକୋପ ବଢ଼ିଚାଲିଛି । ଆଗାମୀ ଦୁଇ ଦିନ ଧରି ଅସହ୍ୟ ଗରମ ଜାରି ରହିବ ବୋଲି ପାଣିପାଗ ବିଭାଗ ସୂଚନା ଦେଇଛି । ସୋମବାର ରାଜ୍ୟର ୯ଟି ସ୍ଥାନରେ ସର୍ବାଧିକ ତାପମାତ୍ରା ୪୦ ଡିଗ୍ରୀ ସେଲସିୟସ ଉପରେ ରହିଥିଲା । ତିତିଲାଗଡ଼ରେ ସର୍ବାଧିକ ୪୧.୫ ଡିଗ୍ରୀ ରେକର୍ଡ କରାଯାଇଥିବା ବେଳେ ଝାରସୁଗୁଡ଼ାରେ ୪୧.୨, ବୌଦ୍ଧରେ ୪୧.୦, ଅନୁଗୁଳରେ ୪୦.୮, ତାଳଚେରରେ ୪୦.୬, ସମ୍ବଲପୁରରେ ୪୦.୪, ଭୁବନେଶ୍ୱରରେ ୪୦.୨, ଭଦ୍ରକରେ ୪୦.୧ ଏବଂ ଅନ୍ଗୁଳରେ ୪୦.୦ ଡିଗ୍ରୀ ତାପମାତ୍ରା ରହିଥିଲା । ପାଣିପାଗ ବିଭାଗ ପକ୍ଷରୁ ଲୋକଙ୍କୁ ଦିନର ୧୧ଟାରୁ ୩ଟା ମଧ୍ୟରେ ଘରୁ ବାହାରକୁ ନ ଯିବାକୁ ପରାମର୍ଶ ଦିଆଯାଇଛି । ପାଣି ଅଧିକ ପିଇବା, ହାଲକା ରଙ୍ଗର ସୂତା ଲୁଗା ପିନ୍ଧିବା ତଥା ଶରୀରକୁ ଢାଙ୍କି ରଖିବା ଉଚିତ ବୋଲି ସ୍ୱାସ୍ଥ୍ୟ ବିଭାଗ ମଧ୍ୟ ସତର୍କ କରାଇଛି । bbox=[538, 151, 855, 292]
classified-ad-ref-2: D-55280 bbox=[154, 643, 185, 653]
matrimonial-note-text: Now Matrimonial ads. only on Wednesday & Sunday bbox=[392, 801, 532, 828]
zodiac-cancer-icon bbox=[1021, 285, 1055, 319]
reunion-dateline: ନୂଆଦିଲ୍ଲୀ: ୨୦ ବର୍ଷ ତଳେ ଭାରତରୁ ଜଣେ ଆମେରିକୀୟ ଦମ୍ପତି ଦତ୍ତକ ନେଇଥିବା ଝିଅ ବର୍ତ୍ତମାନ ନିଜ ଜନ୍ମଦାତା ପରିବାରକୁ ଖୋଜୁଛନ୍ତି । bbox=[553, 874, 848, 898]
classified-ad-text-2: Gharabari plot near Kesura, SBI Colony and KIIT College, Patia. 9437827966. bbox=[12, 603, 185, 643]
birthday-wish-head: Birthday Wish bbox=[863, 450, 1005, 471]
obituary-photo bbox=[390, 105, 526, 255]
memory-card-photo bbox=[16, 959, 126, 1079]
house-ad-line-3: Advertisement bbox=[265, 1259, 374, 1279]
zodiac-taurus-icon bbox=[1021, 203, 1055, 237]
tollgate-body-text: ଜିଏସଟି ଲାଗୁ ହେବା ପରେ ଆନ୍ତଃରାଜ୍ୟ ସୀମାରେ ଥିବା ଚେକ୍‌ଗେଟ ଗୁଡ଼ିକ ଉଠିଯିବ । ଏପ୍ରିଲ ପହିଲାରୁ ଏହା କାର୍ଯ୍ୟକାରୀ ହେବ ବୋଲି ବାଣିଜ୍ୟକର ବିଭାଗ ସୂଚନା ଦେଇଛି । ଏହା ଫଳରେ ଟ୍ରକ ଚଳାଚଳରେ ସମୟ ସଞ୍ଚୟ ହେବ ଏବଂ ବ୍ୟବସାୟୀମାନେ ଉପକୃତ ହେବେ । ବର୍ତ୍ତମାନ ରାଜ୍ୟ ସୀମାରେ ଥିବା ୧୮ଟି ଚେକ୍‌ଗେଟରେ ଯାନବାହାନ ଘଣ୍ଟା ଘଣ୍ଟା ଧରି ଅପେକ୍ଷା କରିବାକୁ ପଡ଼ୁଥିଲା । ନୂଆ ବ୍ୟବସ୍ଥାରେ ଅନଲାଇନ ମାଧ୍ୟମରେ ସମସ୍ତ କାଗଜପତ୍ର ଯାଞ୍ଚ କରାଯିବ । ବିଭାଗୀୟ ଅଧିକାରୀଙ୍କ କହିବା ଅନୁଯାୟୀ ଏହି ନିଷ୍ପତ୍ତି ଫଳରେ ରାଜ୍ୟର ରାଜସ୍ୱ ଆଦାୟ ମଧ୍ୟ ବୃଦ୍ଧି ପାଇବ । bbox=[538, 379, 855, 481]
memory-card-photo bbox=[262, 959, 372, 1079]
horoscope-panel bbox=[1014, 80, 1476, 687]
coupon-photo-2-caption: ଦ୍ୱିତୀୟ ଫଟୋ ଚିତ୍ର bbox=[257, 162, 307, 168]
odia-ad-heading: ପାଠକଙ୍କ ଗାଁ ବିଜ୍ଞପ୍ତି bbox=[52, 789, 145, 802]
memory-card-head: ଏକାଦଶାହ ଅବସରରେ ଶ୍ରଦ୍ଧାଞ୍ଜଳି bbox=[139, 940, 249, 969]
horoscope-sign-name: ମିଥୁନ: bbox=[1059, 244, 1080, 254]
memory-card-name: ସ୍ୱର୍ଗତା ଶାନ୍ତି ମଣି ଓଝା bbox=[263, 1082, 371, 1095]
memory-card-name: ସ୍ୱର୍ଗତ ଭକ୍ତିଘୋଷ ମହାନ୍ତି bbox=[150, 1338, 238, 1364]
real-estate-illustration bbox=[12, 317, 190, 413]
horoscope-item-sagittarius bbox=[1019, 487, 1471, 528]
horoscope-sign-text: ଶୁଭ ସମାଚାର ମିଳିବ । ବ୍ୟବସାୟରେ ନୂଆ ସୁଯୋଗ ଆସିବ । ଅଧିକାରୀଙ୍କ ସହଯୋଗ ମିଳିବ । ଦାମ୍ପତ୍ୟ ଜୀବନ ସୁଖମୟ ହେବ । bbox=[1076, 449, 1454, 459]
exam-body bbox=[386, 923, 538, 1053]
zodiac-virgo-icon bbox=[1021, 367, 1055, 401]
